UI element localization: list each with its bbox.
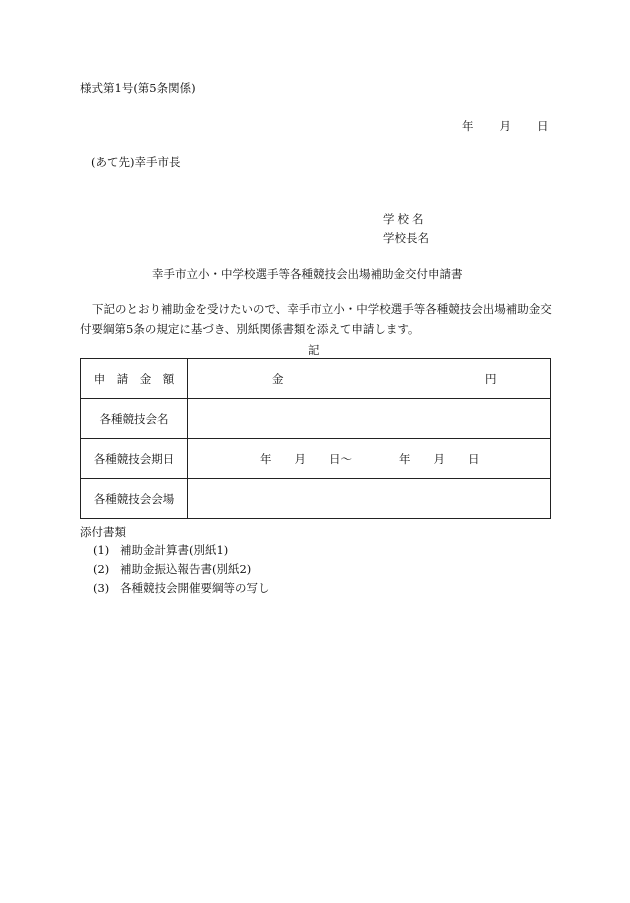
yen-label: 円 <box>485 371 497 386</box>
date-end: 年 月 日 <box>399 451 480 466</box>
table-row <box>81 399 551 439</box>
school-name-label: 学校名 <box>383 212 427 226</box>
date-day: 日 <box>537 119 549 133</box>
competition-venue-field[interactable] <box>188 479 551 519</box>
principal-name-label: 学校長名 <box>383 231 429 245</box>
competition-venue-label: 各種競技会会場 <box>81 479 188 519</box>
body-text: 下記のとおり補助金を受けたいので、幸手市立小・中学校選手等各種競技会出場補助金交付要綱第5条の規定に基づき、別紙関係書類を添えて申請します。 <box>80 302 552 336</box>
attachment-text: 補助金振込報告書(別紙2) <box>120 562 252 576</box>
table-row <box>81 479 551 519</box>
form-number: 様式第1号(第5条関係) <box>80 81 196 95</box>
attachment-text: 補助金計算書(別紙1) <box>120 543 229 557</box>
document-title: 幸手市立小・中学校選手等各種競技会出場補助金交付申請書 <box>152 267 463 281</box>
attachment-number: (2) <box>93 562 110 576</box>
date-line <box>462 118 549 134</box>
list-item <box>93 561 251 577</box>
table-row <box>81 359 551 399</box>
competition-name-field[interactable] <box>188 399 551 439</box>
amount-field[interactable] <box>188 359 551 399</box>
competition-name-label: 各種競技会名 <box>81 399 188 439</box>
attachments-heading: 添付書類 <box>80 525 126 539</box>
attachment-text: 各種競技会開催要綱等の写し <box>120 581 270 595</box>
attachment-number: (1) <box>93 543 110 557</box>
competition-date-field[interactable] <box>188 439 551 479</box>
competition-date-label: 各種競技会期日 <box>81 439 188 479</box>
amount-label: 申 請 金 額 <box>81 359 188 399</box>
ki-heading: 記 <box>308 343 320 357</box>
date-year: 年 <box>462 119 474 133</box>
attachment-number: (3) <box>93 581 110 595</box>
date-start: 年 月 日〜 <box>260 451 352 466</box>
date-month: 月 <box>499 119 511 133</box>
kin-label: 金 <box>272 371 284 386</box>
list-item <box>93 580 270 596</box>
addressee: (あて先)幸手市長 <box>91 155 181 169</box>
list-item <box>93 542 228 558</box>
table-row <box>81 439 551 479</box>
application-table <box>80 358 551 519</box>
